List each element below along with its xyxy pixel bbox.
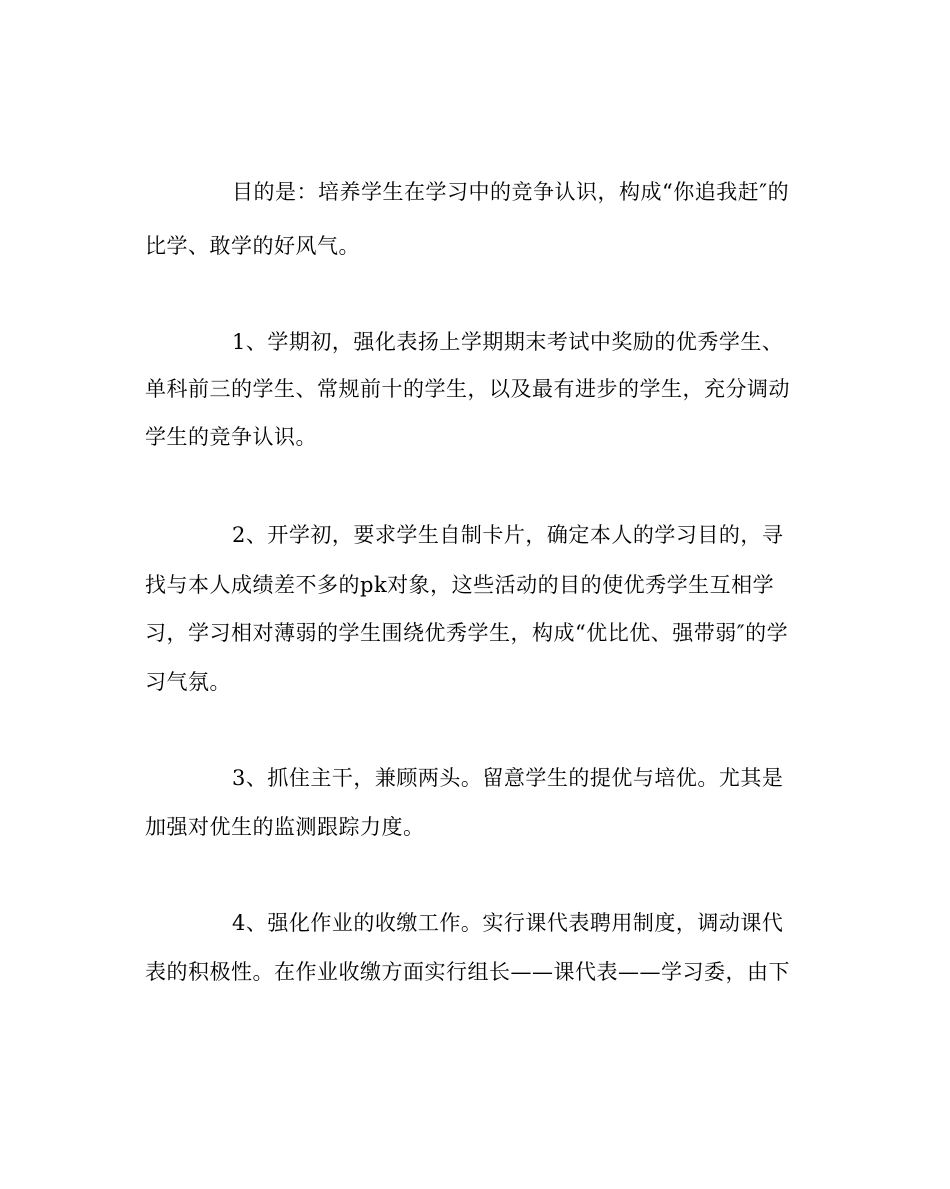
paragraph-line: 目的是：培养学生在学习中的竞争认识，构成“你追我赶″的 (232, 180, 790, 204)
paragraph-line: 3、抓住主干，兼顾两头。留意学生的提优与培优。尤其是 (232, 766, 784, 790)
paragraph-line: 学生的竞争认识。 (145, 425, 317, 449)
paragraph-line: 2、开学初，要求学生自制卡片，确定本人的学习目的，寻 (232, 523, 784, 547)
paragraph-line: 表的积极性。在作业收缴方面实行组长——课代表——学习委，由下 (145, 960, 790, 984)
paragraph-line: 找与本人成绩差不多的pk对象，这些活动的目的使优秀学生互相学 (145, 573, 775, 597)
paragraph-line: 4、强化作业的收缴工作。实行课代表聘用制度，调动课代 (232, 911, 784, 935)
paragraph-line: 加强对优生的监测跟踪力度。 (145, 815, 425, 839)
paragraph-line: 1、学期初，强化表扬上学期期末考试中奖励的优秀学生、 (232, 330, 784, 354)
paragraph-line: 习，学习相对薄弱的学生围绕优秀学生，构成“优比优、强带弱″的学 (145, 621, 789, 645)
paragraph-line: 比学、敢学的好风气。 (145, 234, 360, 258)
paragraph-line: 单科前三的学生、常规前十的学生，以及最有进步的学生，充分调动 (145, 377, 790, 401)
paragraph-line: 习气氛。 (145, 670, 231, 694)
